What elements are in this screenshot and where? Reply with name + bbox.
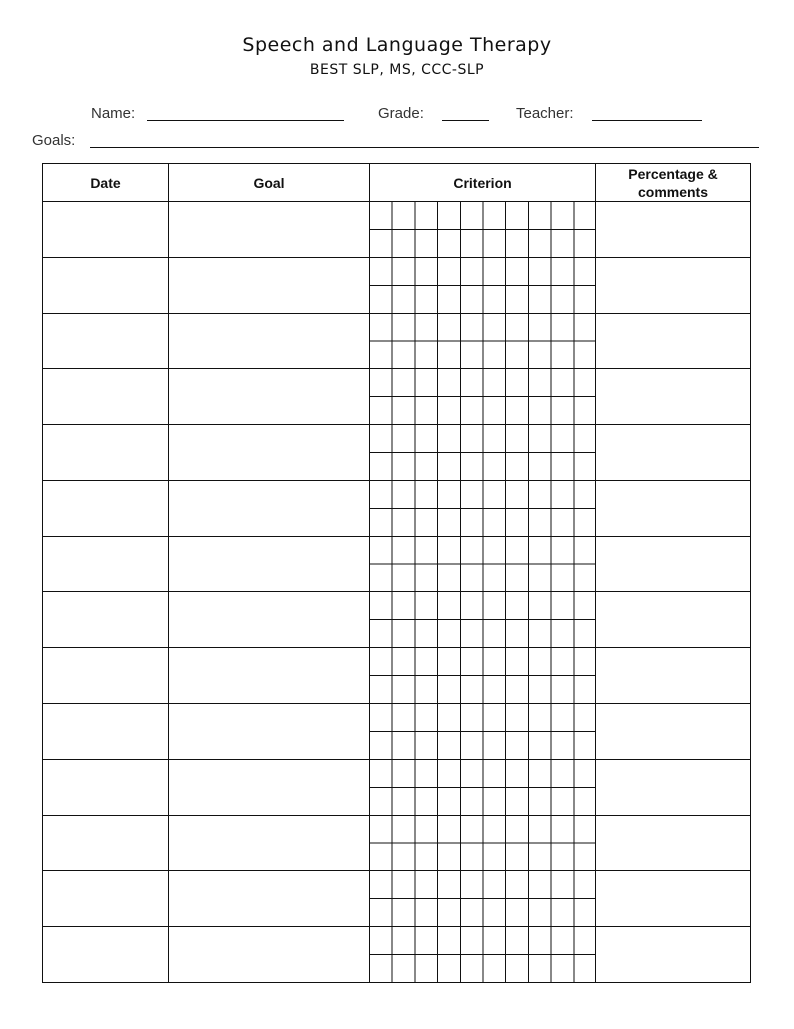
goal-cell[interactable] [169,592,370,648]
table-row [43,927,751,983]
percentage-comments-cell[interactable] [596,536,751,592]
criterion-grid-cell[interactable] [370,536,596,592]
table-row [43,592,751,648]
table-row [43,759,751,815]
goal-column-header: Goal [169,164,370,202]
percentage-comments-cell[interactable] [596,369,751,425]
goal-cell[interactable] [169,927,370,983]
table-row [43,704,751,760]
date-cell[interactable] [43,759,169,815]
date-cell[interactable] [43,480,169,536]
percentage-comments-cell[interactable] [596,815,751,871]
table-row [43,202,751,258]
criterion-grid-cell[interactable] [370,815,596,871]
page-subtitle: BEST SLP, MS, CCC-SLP [309,62,485,78]
criterion-grid-cell[interactable] [370,704,596,760]
name-label: Name: [91,105,136,122]
goal-cell[interactable] [169,815,370,871]
goal-cell[interactable] [169,313,370,369]
table-row [43,369,751,425]
table-row [43,313,751,369]
date-column-header: Date [43,164,169,202]
table-row [43,871,751,927]
grade-field[interactable] [442,120,489,121]
percentage-comments-cell[interactable] [596,759,751,815]
goal-cell[interactable] [169,480,370,536]
criterion-grid-cell[interactable] [370,480,596,536]
goal-cell[interactable] [169,759,370,815]
date-cell[interactable] [43,815,169,871]
criterion-grid-cell[interactable] [370,871,596,927]
criterion-grid-cell[interactable] [370,202,596,258]
date-cell[interactable] [43,648,169,704]
percentage-comments-cell[interactable] [596,592,751,648]
criterion-grid-cell[interactable] [370,257,596,313]
goal-cell[interactable] [169,369,370,425]
date-cell[interactable] [43,592,169,648]
percentage-comments-cell[interactable] [596,313,751,369]
table-row [43,257,751,313]
page-title: Speech and Language Therapy [242,34,552,56]
percentage-comments-cell[interactable] [596,871,751,927]
table-row [43,480,751,536]
criterion-grid-cell[interactable] [370,425,596,481]
criterion-grid-cell[interactable] [370,369,596,425]
percentage-comments-cell[interactable] [596,480,751,536]
date-cell[interactable] [43,704,169,760]
date-cell[interactable] [43,927,169,983]
percentage-comments-cell[interactable] [596,257,751,313]
table-header-row [43,164,751,202]
criterion-grid-cell[interactable] [370,759,596,815]
goals-label: Goals: [32,132,76,149]
table-row [43,648,751,704]
date-cell[interactable] [43,369,169,425]
date-cell[interactable] [43,202,169,258]
grade-label: Grade: [378,105,424,122]
table-body [43,202,751,983]
table-row [43,425,751,481]
goal-cell[interactable] [169,704,370,760]
goal-cell[interactable] [169,425,370,481]
goal-cell[interactable] [169,257,370,313]
percentage-comments-cell[interactable] [596,704,751,760]
criterion-grid-cell[interactable] [370,927,596,983]
percentage-comments-column-header: Percentage & comments [596,164,751,202]
date-cell[interactable] [43,257,169,313]
criterion-grid-cell[interactable] [370,648,596,704]
table-row [43,536,751,592]
goals-field[interactable] [90,147,759,148]
percentage-comments-cell[interactable] [596,648,751,704]
date-cell[interactable] [43,536,169,592]
therapy-log-table [42,163,751,983]
percentage-comments-cell[interactable] [596,425,751,481]
goal-cell[interactable] [169,536,370,592]
teacher-field[interactable] [592,120,702,121]
goal-cell[interactable] [169,871,370,927]
date-cell[interactable] [43,313,169,369]
goal-cell[interactable] [169,648,370,704]
percentage-comments-cell[interactable] [596,202,751,258]
criterion-grid-cell[interactable] [370,592,596,648]
goal-cell[interactable] [169,202,370,258]
date-cell[interactable] [43,871,169,927]
date-cell[interactable] [43,425,169,481]
percentage-comments-cell[interactable] [596,927,751,983]
name-field[interactable] [147,120,344,121]
table-row [43,815,751,871]
teacher-label: Teacher: [516,105,574,122]
criterion-grid-cell[interactable] [370,313,596,369]
criterion-column-header: Criterion [370,164,596,202]
